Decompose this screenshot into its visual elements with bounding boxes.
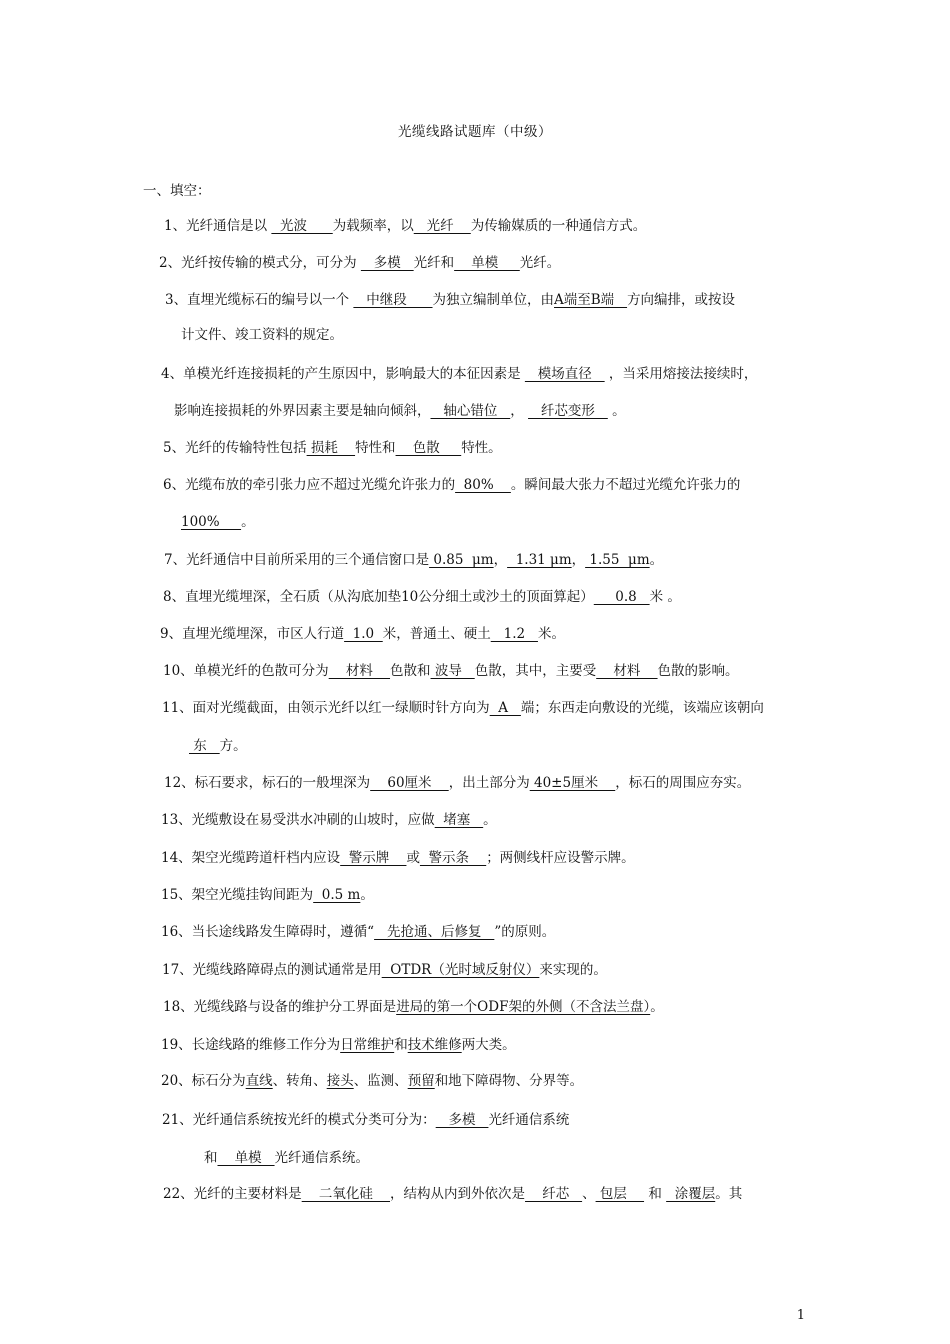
question-text: 米，普通土、硬土 xyxy=(382,626,491,642)
question-text: 和 xyxy=(394,1037,408,1053)
question-line xyxy=(181,325,343,345)
question-text: 1、光纤通信是以 xyxy=(164,218,272,234)
answer-blank: 60厘米 xyxy=(370,775,449,791)
question-text: 21、光纤通信系统按光纤的模式分类可分为： xyxy=(162,1112,436,1128)
question-text: 16、当长途线路发生障碍时，遵循“ xyxy=(161,924,375,940)
question-text: 14、架空光缆跨道杆档内应设 xyxy=(161,850,341,866)
question-line xyxy=(163,1184,742,1204)
question-text: 。 xyxy=(650,999,664,1015)
answer-blank: 损耗 xyxy=(306,440,356,456)
question-line xyxy=(162,960,607,980)
question-text: 5、光纤的传输特性包括 xyxy=(163,440,307,456)
question-text: 和 xyxy=(204,1150,218,1166)
question-text: 15、架空光缆挂钩间距为 xyxy=(161,887,314,903)
question-line xyxy=(161,848,635,868)
answer-blank: 1.2 xyxy=(490,626,538,642)
question-text: 9、直埋光缆埋深，市区人行道 xyxy=(160,626,345,642)
question-line xyxy=(165,290,735,310)
question-text: 和 xyxy=(644,1186,667,1202)
question-text: 影响连接损耗的外界因素主要是轴向倾斜， xyxy=(174,403,431,419)
answer-blank: 技术维修 xyxy=(407,1037,462,1053)
question-text: 。 xyxy=(360,887,374,903)
question-line xyxy=(161,810,497,830)
question-text: 。 xyxy=(607,403,626,419)
question-text: 12、标石要求，标石的一般埋深为 xyxy=(164,775,371,791)
question-text: 或 xyxy=(406,850,420,866)
answer-blank: 二氧化硅 xyxy=(301,1186,391,1202)
answer-blank: 堵塞 xyxy=(434,812,484,828)
question-line xyxy=(163,438,502,458)
answer-blank: 材料 xyxy=(596,663,658,679)
question-text: 19、长途线路的维修工作分为 xyxy=(161,1037,341,1053)
question-text: ”的原则。 xyxy=(494,924,556,940)
answer-blank: 预留 xyxy=(407,1073,435,1089)
question-text: 方向编排，或按设 xyxy=(627,292,736,308)
question-text: 米 。 xyxy=(649,589,681,605)
question-text: 端；东西走向敷设的光缆，该端应该朝向 xyxy=(520,700,764,716)
question-text: 计文件、竣工资料的规定。 xyxy=(181,327,343,343)
answer-blank: 光波 xyxy=(271,218,333,234)
question-text: 11、面对光缆截面，由领示光纤以红一绿顺时针方向为 xyxy=(162,700,490,716)
answer-blank: 0.85 μm xyxy=(429,552,494,568)
question-text: 、转角、 xyxy=(272,1073,327,1089)
question-text: 为载频率，以 xyxy=(332,218,414,234)
question-text: 特性和 xyxy=(355,440,396,456)
question-text: ， xyxy=(493,552,508,568)
question-line xyxy=(164,773,750,793)
question-text: 3、直埋光缆标石的编号以一个 xyxy=(165,292,354,308)
question-text: 10、单模光纤的色散可分为 xyxy=(163,663,329,679)
question-text: 2、光纤按传输的模式分，可分为 xyxy=(159,255,361,271)
answer-blank: 模场直径 xyxy=(524,366,605,382)
question-line xyxy=(164,550,663,570)
answer-blank: 纤芯 xyxy=(525,1186,583,1202)
question-text: 米。 xyxy=(537,626,565,642)
question-line xyxy=(164,216,646,236)
answer-blank: 波导 xyxy=(430,663,475,679)
answer-blank: 警示牌 xyxy=(340,850,407,866)
question-line xyxy=(204,1148,369,1168)
question-text: 方。 xyxy=(219,738,247,754)
question-text: ， xyxy=(571,552,586,568)
answer-blank: 1.31 μm xyxy=(507,552,572,568)
question-line xyxy=(161,885,374,905)
answer-blank: 包层 xyxy=(595,1186,645,1202)
answer-blank: 东 xyxy=(189,738,220,754)
question-text: 、 xyxy=(582,1186,596,1202)
answer-blank: 1.0 xyxy=(344,626,383,642)
answer-blank: 100% xyxy=(181,514,242,530)
question-text: 13、光缆敷设在易受洪水冲刷的山坡时，应做 xyxy=(161,812,435,828)
question-text: 7、光纤通信中目前所采用的三个通信窗口是 xyxy=(164,552,430,568)
question-text: 为独立编制单位，由 xyxy=(432,292,555,308)
question-text: 光纤通信系统 xyxy=(488,1112,570,1128)
question-text: 特性。 xyxy=(461,440,502,456)
answer-blank: 中继段 xyxy=(353,292,433,308)
question-text: 18、光缆线路与设备的维护分工界面是 xyxy=(163,999,397,1015)
question-line xyxy=(162,698,764,718)
answer-blank: 日常维护 xyxy=(340,1037,395,1053)
question-text: 20、标石分为 xyxy=(161,1073,246,1089)
question-line xyxy=(189,736,247,756)
answer-blank: 进局的第一个ODF架的外侧（不含法兰盘） xyxy=(396,999,651,1015)
question-line xyxy=(161,1035,516,1055)
document-title: 光缆线路试题库（中级） xyxy=(398,124,552,140)
question-text: ，标石的周围应夯实。 xyxy=(615,775,751,791)
question-text: 色散和 xyxy=(390,663,431,679)
question-text: 6、光缆布放的牵引张力应不超过光缆允许张力的 xyxy=(163,477,456,493)
question-text: 。 xyxy=(483,812,497,828)
answer-blank: 多模 xyxy=(435,1112,489,1128)
question-text: ，结构从内到外依次是 xyxy=(390,1186,526,1202)
question-text: 来实现的。 xyxy=(539,962,607,978)
answer-blank: 接头 xyxy=(326,1073,354,1089)
question-text: 、监测、 xyxy=(353,1073,408,1089)
question-text: ，出土部分为 xyxy=(448,775,530,791)
question-text: ，当采用熔接法接续时， xyxy=(604,366,758,382)
question-text: 色散的影响。 xyxy=(657,663,739,679)
question-line xyxy=(163,661,739,681)
question-text: ， xyxy=(510,403,529,419)
answer-blank: 轴心错位 xyxy=(430,403,511,419)
question-text: 。 xyxy=(649,552,664,568)
answer-blank: 警示条 xyxy=(419,850,487,866)
question-line xyxy=(161,1071,583,1091)
answer-blank: 1.55 μm xyxy=(585,552,650,568)
question-text: 光纤通信系统。 xyxy=(274,1150,370,1166)
question-line xyxy=(161,364,757,384)
question-line xyxy=(161,922,555,942)
answer-blank: 0.5 m xyxy=(313,887,361,903)
question-text: 和地下障碍物、分界等。 xyxy=(434,1073,584,1089)
answer-blank: 单模 xyxy=(217,1150,275,1166)
answer-blank: 单模 xyxy=(454,255,520,271)
page-number: 1 xyxy=(796,1308,805,1323)
section-heading: 一、填空： xyxy=(143,183,211,199)
question-text: 光纤和 xyxy=(413,255,455,271)
answer-blank: 多模 xyxy=(360,255,414,271)
answer-blank: 材料 xyxy=(328,663,391,679)
question-text: 8、直埋光缆埋深，全石质（从沟底加垫10公分细土或沙土的顶面算起） xyxy=(163,589,594,605)
question-text: 4、单模光纤连接损耗的产生原因中，影响最大的本征因素是 xyxy=(161,366,525,382)
question-line xyxy=(162,1110,569,1130)
answer-blank: 纤芯变形 xyxy=(528,403,608,419)
question-text: ；两侧线杆应设警示牌。 xyxy=(486,850,635,866)
question-text: 。瞬间最大张力不超过光缆允许张力的 xyxy=(510,477,741,493)
question-line xyxy=(163,997,664,1017)
answer-blank: A xyxy=(489,700,521,716)
question-text: 两大类。 xyxy=(461,1037,516,1053)
question-line xyxy=(159,253,560,273)
answer-blank: A端至B端 xyxy=(554,292,628,308)
answer-blank: 色散 xyxy=(395,440,462,456)
answer-blank: 40±5厘米 xyxy=(529,775,616,791)
answer-blank: OTDR（光时域反射仪） xyxy=(381,962,540,978)
answer-blank: 直线 xyxy=(245,1073,273,1089)
question-line xyxy=(174,401,626,421)
answer-blank: 涂覆层 xyxy=(666,1186,716,1202)
question-text: 17、光缆线路障碍点的测试通常是用 xyxy=(162,962,382,978)
answer-blank: 80% xyxy=(455,477,511,493)
question-text: 22、光纤的主要材料是 xyxy=(163,1186,302,1202)
question-text: 色散，其中，主要受 xyxy=(474,663,597,679)
question-line xyxy=(181,512,255,532)
question-text: 。其 xyxy=(715,1186,743,1202)
answer-blank: 光纤 xyxy=(413,218,471,234)
question-line xyxy=(163,587,681,607)
question-line xyxy=(160,624,565,644)
answer-blank: 先抢通、后修复 xyxy=(374,924,495,940)
answer-blank: 0.8 xyxy=(593,589,650,605)
question-line xyxy=(163,475,740,495)
question-text: 光纤。 xyxy=(519,255,561,271)
question-text: 。 xyxy=(241,514,255,530)
question-text: 为传输媒质的一种通信方式。 xyxy=(470,218,647,234)
